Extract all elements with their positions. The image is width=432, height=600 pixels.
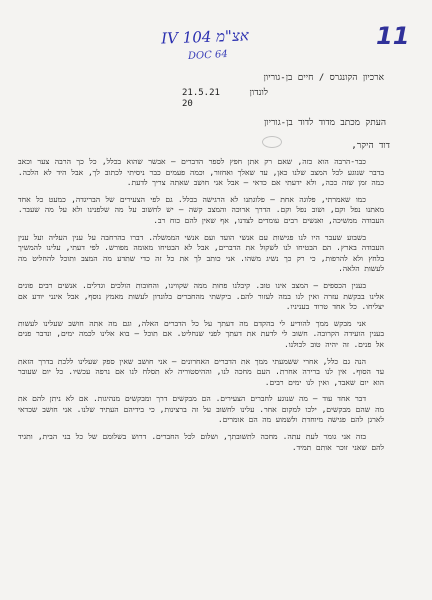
body-paragraph: בזה אני גומר לעת עתה. מחכה לתשובתך, ושלום לכל החברים. דרוש בשלומם של כל בני הבית, ותגיד להם שאני זוכר אותם תמיד. bbox=[18, 432, 384, 452]
handwritten-page-number: 11 bbox=[376, 22, 410, 50]
body-paragraph: בשבוע שעבר היו לנו פגישות עם אנשי הועד ועם אנשי הממשלה. דברו בהרחבה על ענין העליה ועל ענין העבודה בארץ. הם הבטיחו לנו לשקול את הדברים, אבל לא הבטיחו מאומה מפורש. לפי דעתי, עלינו להמשיך בלחץ ולא להרפות, כי רק כך נשיג משהו. אני כותב לך את כל זה כדי שתדע מה המצב ותוכל להחליט מה לעשות הלאה. bbox=[18, 232, 384, 274]
body-paragraph: הנה גם כלל, אחרי ששמעתי ממך את הדברים האחרונים — אני חושב שאין ספק שעלינו ללכת בדרך הזאת עד הסוף. אין לנו ברירה אחרת. העם מחכה לנו, וההיסטוריה לא תסלח לנו אם נרפה עכשיו. כל יום שעובר הוא יום שאבד, ואין לנו ימים רבים. bbox=[18, 356, 384, 387]
letter-body bbox=[18, 157, 384, 593]
faint-stamp bbox=[262, 136, 282, 148]
body-paragraph: כבר-הרבה הוא כזה, שאם רק אתן חפץ לספר הדברים — אבשר שהוא בכלל, כל כך הרבה צער וכאב בדבר שנוגע לכל המצב שלנו כאן, עד שאלך ואחזור, וכמה פעמים כבר ניסיתי לכתוב לך, אבל היד לא הלכה. כמה זמן שזה ככה, ולא ידעתי אם כדאי — אבל אני חושב שאתה צריך לדעת. bbox=[18, 157, 384, 188]
archive-header: ארכיון הקונגרס / חיים בן-גוריון bbox=[263, 73, 384, 83]
body-paragraph: אני מבקש ממך להודיע לי בהקדם מה דעתך על כל הדברים האלה, וגם מה אתה חושב שעלינו לעשות בענין הועידה הקרובה. חשוב לי לדעת את דעתך לפני שנחליט. אם תוכל — בוא אלינו לכמה ימים, ונדבר פנים אל פנים. זה יהיה טוב לכולנו. bbox=[18, 318, 384, 349]
handwritten-archive-reference: אצ"מ 104 IV bbox=[160, 26, 250, 48]
body-paragraph: בענין הכספים — המצב אינו טוב. קיבלנו פחות ממה שקווינו, והחובות הולכים וגדלים. אנשים רבים פונים אלינו בבקשת עזרה ואין לנו במה לעזור להם. ביקשתי מהחברים בלונדון לעשות מאמץ נוסף, אבל אינני יודע אם יצליחו. כל אחד טרוד בעניניו. bbox=[18, 280, 384, 312]
subject-line: העתק מכתב מדוד לדוד בן-גוריון bbox=[264, 118, 386, 128]
handwritten-document-number: DOC 64 bbox=[187, 48, 229, 63]
date-sub-value: 20 bbox=[182, 99, 193, 109]
date-value: 21.5.21 bbox=[182, 88, 220, 98]
salutation: דוד היקר, bbox=[351, 141, 390, 151]
body-paragraph: דבר אחד עוד — מה שנוגע לחברים הצעירים. הם מבקשים דרך ומבקשים מנהיגות. אם לא ניתן להם את מה שהם מבקשים, ילכו למקום אחר. עלינו לחשוב על זה ברצינות, כי בידיהם העתיד שלנו. אני חושב שכדאי לארגן להם פגישה מיוחדת ולשמוע מה הם אומרים. bbox=[18, 394, 384, 425]
body-paragraph: כמו שאמרתי, פלוגה אחת — פלוגתנו לא הרגישה בכלל. גם לפי הצעירים של הבריגדה, כמעט כל אחד מאתנו נפל וקם, ושוב נפל וקם. הדרך ארוכה והמצב קשה — יש לחשוב על מה שלפנינו ולא על מה שעבר. העבודה ממשיכה, ואנשים רבים עומדים לצדנו, אף שאין להם כוח רב. bbox=[18, 194, 384, 225]
date-label: לונדון bbox=[249, 88, 268, 98]
date-block bbox=[182, 88, 268, 110]
